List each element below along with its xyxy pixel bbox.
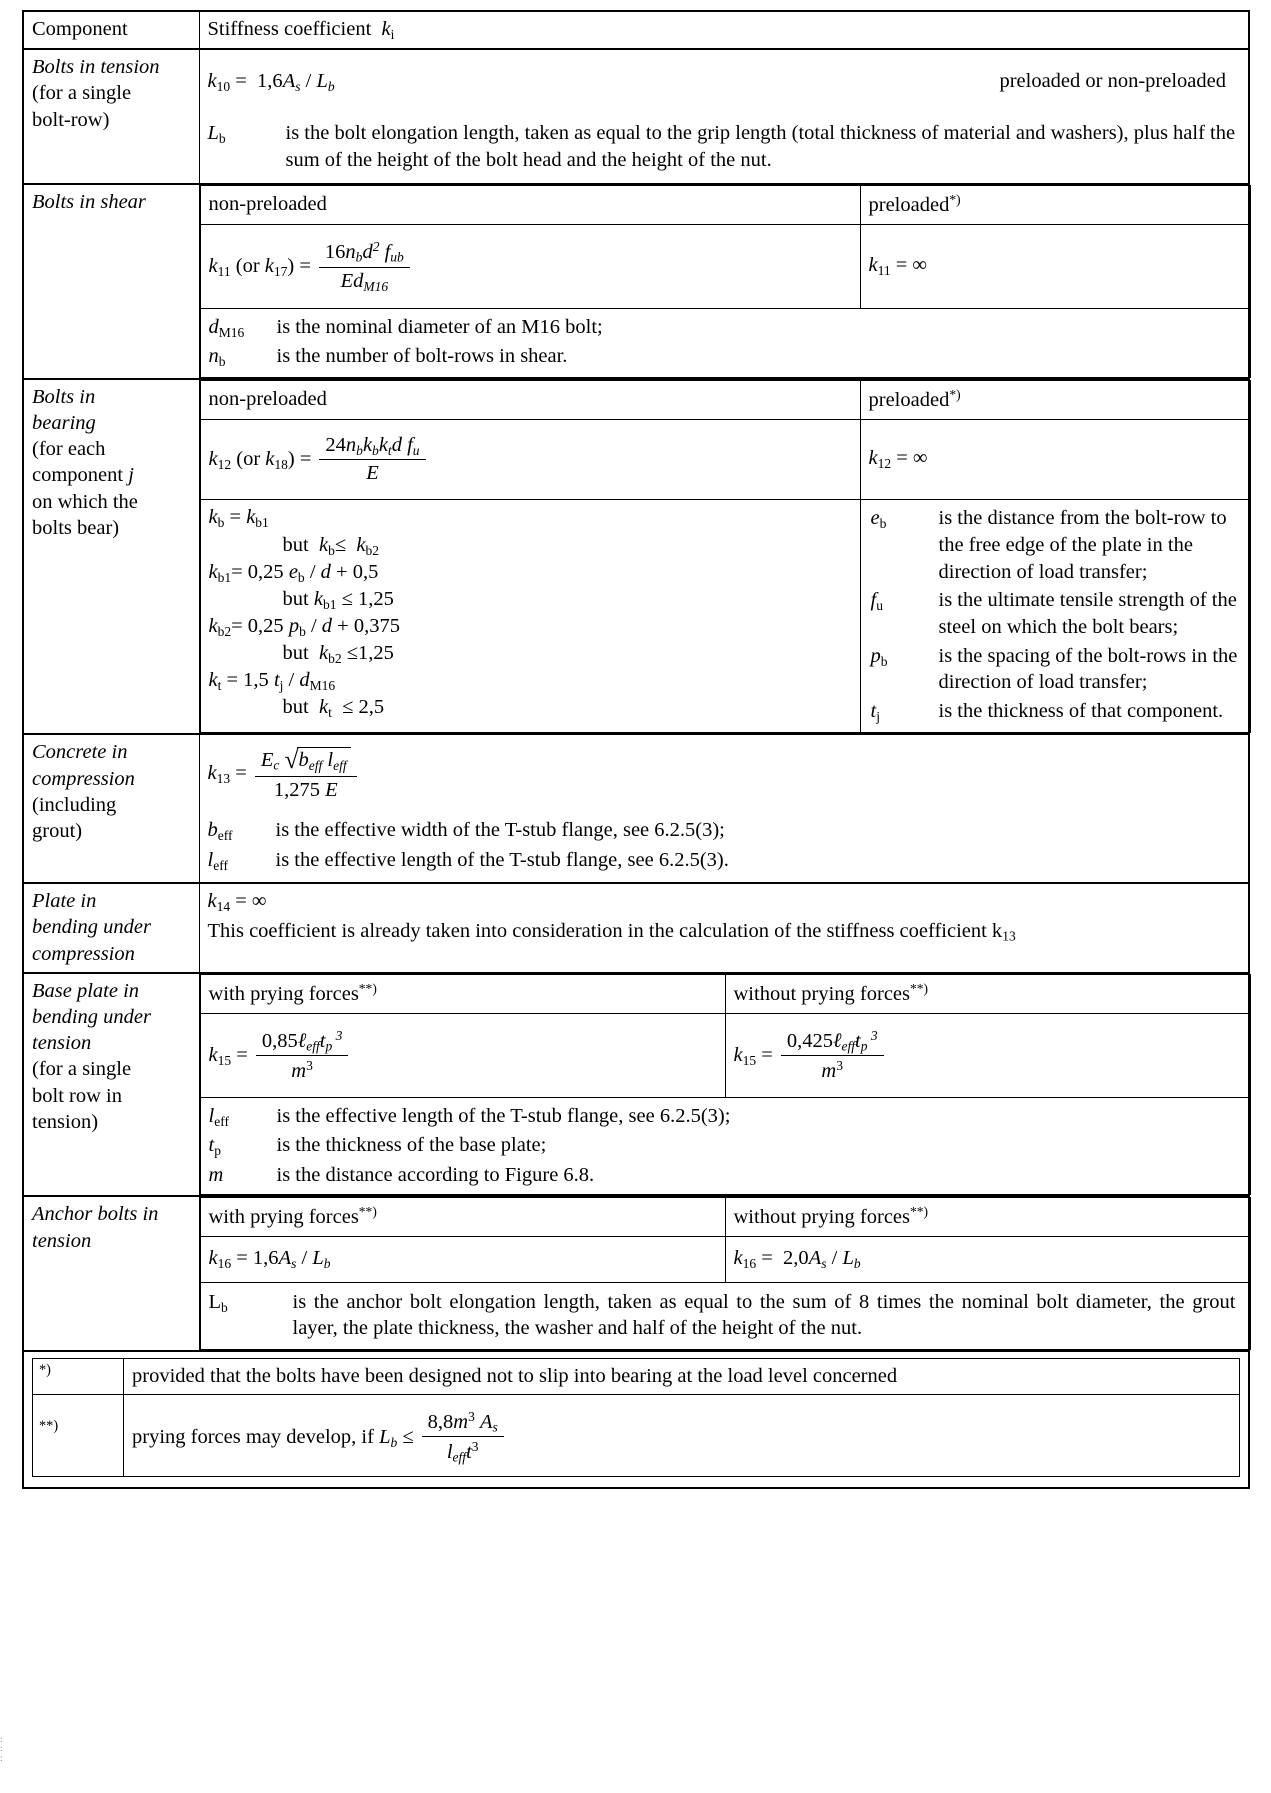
component-line: Base plate in <box>32 979 140 1002</box>
component-line: Concrete in <box>32 741 128 764</box>
fraction-prying-condition: $\frac{8,8m^3 A_s}{l_{eff}t^3}$ <box>422 1409 504 1465</box>
footnote-mark: **) <box>910 980 929 996</box>
row-footnotes <box>23 1351 1249 1488</box>
definition-text: is the distance from the bolt-row to the free edge of the plate in the direction of load transfer; <box>938 507 1227 583</box>
row-bolts-in-bearing <box>23 379 1249 735</box>
bearing-header-row <box>200 380 1250 419</box>
anchor-definitions-row <box>200 1282 1250 1349</box>
header-component-cell <box>23 11 199 49</box>
definition-text: is the number of bolt-rows in shear. <box>276 345 568 368</box>
base-plate-subtable <box>200 974 1251 1196</box>
definition-item <box>871 586 1242 641</box>
fraction-k15-without-prying: $\frac{0,425\ell_{eff}t_p ^3}{m^3}$ <box>781 1028 884 1083</box>
component-label-bolts-in-shear <box>23 184 199 378</box>
shear-right-formula: $k_{11}$ = ∞ <box>860 225 1250 308</box>
component-line: grout) <box>32 820 83 842</box>
component-line: bending under <box>32 916 151 939</box>
content-plate-in-bending <box>199 883 1249 973</box>
component-line: bolt-row) <box>32 108 110 131</box>
shear-subtable <box>200 185 1251 377</box>
footnote-mark: **) <box>358 1204 377 1220</box>
base-plate-definitions-cell <box>200 1098 1250 1195</box>
shear-definitions-row <box>200 308 1250 377</box>
definition-item <box>209 313 1242 342</box>
base-plate-left-formula: $k_{15}$ = $\frac{0,85\ell_{eff}t_p ^3}{m^3}$ <box>200 1013 725 1097</box>
definition-text: is the thickness of the base plate; <box>276 1134 547 1157</box>
page-edge-artifact: : : : <box>0 1734 2 1763</box>
definition-symbol: $t_p$ <box>208 1134 221 1159</box>
component-line: tension) <box>32 1110 99 1133</box>
formula-k13: $k_{13}$ = $\frac{E_c √b_{eff} l_{eff}}{1,275 E}$ <box>208 745 1241 802</box>
row-bolts-in-shear <box>23 184 1249 378</box>
stiffness-coefficient-table-page <box>22 10 1250 1489</box>
base-plate-left-header: with prying forces**) <box>200 974 725 1013</box>
definition-text: is the nominal diameter of an M16 bolt; <box>276 315 603 338</box>
definitions-bolts-in-tension <box>208 119 1241 174</box>
kb-line: $k_t = 1,5$ $t_j / d_{M16}$ <box>208 669 336 693</box>
component-line: Bolts in shear <box>32 191 146 214</box>
definition-item <box>871 642 1242 697</box>
kb-line: $k_{b1}= 0,25$ $e_b / d + 0,5$ <box>208 560 379 585</box>
component-label-bolts-in-bearing <box>23 379 199 735</box>
component-line: bolts bear) <box>32 516 120 539</box>
base-plate-right-formula: $k_{15}$ = $\frac{0,425\ell_{eff}t_p ^3}{m^3}$ <box>725 1013 1250 1097</box>
anchor-definitions-cell <box>200 1282 1250 1349</box>
definition-text: is the anchor bolt elongation length, taken as equal to the sum of 8 times the nominal bolt diameter, the grout layer, the plate thickness, the washer and half of the height of the nut. <box>292 1290 1236 1340</box>
component-label-bolts-in-tension <box>23 49 199 184</box>
footnote-item <box>33 1395 1240 1477</box>
kb-line: but $k_{b2} \le 1,25$ <box>282 641 394 666</box>
definition-symbol: $n_b$ <box>208 345 226 369</box>
component-line: tension <box>32 1229 92 1252</box>
footnote-item <box>33 1358 1240 1394</box>
component-label-concrete-in-compression <box>23 734 199 883</box>
stiffness-coefficient-table <box>22 10 1250 1489</box>
definition-symbol: $l_{eff}$ <box>208 1105 229 1129</box>
definition-text: is the bolt elongation length, taken as equal to the grip length (total thickness of material and washers), plus half the sum of the height of the bolt head and the height of the nut. <box>285 122 1236 171</box>
definition-item <box>209 1288 1236 1343</box>
component-line: Anchor bolts in <box>32 1203 159 1226</box>
bearing-subtable <box>200 380 1251 734</box>
definition-item <box>209 1131 1242 1160</box>
definitions-concrete-in-compression <box>208 816 1241 875</box>
kb-line: but $k_t \le 2,5$ <box>282 696 385 720</box>
component-line: Bolts in tension <box>32 56 160 79</box>
row-base-plate-in-bending-under-tension <box>23 973 1249 1197</box>
base-plate-formula-row <box>200 1013 1250 1097</box>
footnote-mark: *) <box>949 386 961 402</box>
bearing-right-formula: $k_{12}$ = ∞ <box>860 419 1250 500</box>
definition-item <box>209 342 1242 371</box>
definition-symbol: $p_b$ <box>870 644 888 669</box>
bearing-left-header: non-preloaded <box>200 380 860 419</box>
definition-text: is the thickness of that component. <box>938 699 1224 722</box>
definition-text: is the spacing of the bolt-rows in the direction of load transfer; <box>938 644 1238 694</box>
definition-symbol: $l_{eff}$ <box>207 848 228 873</box>
footnote-text-1: provided that the bolts have been designed not to slip into bearing at the load level concerned <box>124 1358 1240 1394</box>
component-line: bearing <box>32 411 96 434</box>
definition-symbol: $d_{M16}$ <box>208 315 245 340</box>
definition-item <box>209 1102 1242 1131</box>
formula-k14: $k_{14}$ = ∞ <box>207 890 267 914</box>
definition-item <box>871 697 1242 726</box>
definition-symbol: $b_{eff}$ <box>207 819 233 844</box>
kb-line: but $k_b\le k_{b2}$ <box>282 533 379 558</box>
definition-symbol: $f_u$ <box>870 589 883 614</box>
formula-k10: preloaded or non-preloaded $k_{10} = 1,6A_s / L_b$ <box>207 70 1226 94</box>
footnotes-table <box>32 1358 1240 1477</box>
fraction-k15-with-prying: $\frac{0,85\ell_{eff}t_p ^3}{m^3}$ <box>256 1028 349 1083</box>
table-header-row <box>23 11 1249 49</box>
definitions-base-plate <box>209 1102 1242 1189</box>
definition-symbol: $L_b$ <box>207 122 226 146</box>
content-concrete-in-compression <box>199 734 1249 883</box>
anchor-right-header: without prying forces**) <box>725 1198 1250 1237</box>
component-line: on which the <box>32 490 138 513</box>
anchor-right-formula: $k_{16} = 2,0A_s / L_b$ <box>725 1237 1250 1282</box>
footnote-mark: **) <box>910 1204 929 1220</box>
shear-formula-row <box>200 225 1250 308</box>
component-line: (including <box>32 793 117 816</box>
component-line: compression <box>32 942 135 965</box>
base-plate-definitions-row <box>200 1098 1250 1195</box>
base-plate-right-header: without prying forces**) <box>725 974 1250 1013</box>
component-label-anchor-bolts <box>23 1196 199 1350</box>
definition-item <box>208 816 1241 845</box>
definition-text: is the effective length of the T-stub flange, see 6.2.5(3); <box>276 1105 731 1128</box>
row-bolts-in-tension <box>23 49 1249 184</box>
definition-text: is the ultimate tensile strength of the steel on which the bolt bears; <box>938 589 1237 639</box>
component-line: component j <box>32 464 134 487</box>
footnote-text-2: prying forces may develop, if $L_b$ ≤ $\frac{8,8m^3 A_s}{l_{eff}t^3}$ <box>124 1395 1240 1477</box>
kb-line: $k_b = k_{b1}$ <box>208 506 269 531</box>
content-bolts-in-shear <box>199 184 1249 378</box>
definition-item <box>871 504 1242 586</box>
header-stiffness-label: Stiffness coefficient <box>207 18 372 40</box>
footnotes-cell <box>23 1351 1249 1488</box>
anchor-bolts-subtable <box>200 1197 1251 1349</box>
anchor-formula-row <box>200 1237 1250 1282</box>
content-base-plate <box>199 973 1249 1197</box>
definition-item <box>209 1161 1242 1190</box>
base-plate-header-row <box>200 974 1250 1013</box>
definition-item <box>208 119 1241 174</box>
definitions-anchor-bolts <box>209 1288 1236 1343</box>
bearing-formula-row <box>200 419 1250 500</box>
bearing-left-formula: $k_{12}$ (or $k_{18}$) = $\frac{24n_bk_bk_td f_u}{E}$ <box>200 419 860 500</box>
footnote-mark: **) <box>358 980 377 996</box>
component-line: bolt row in <box>32 1084 122 1107</box>
definition-symbol: $t_j$ <box>870 699 880 724</box>
kb-line: $k_{b2}= 0,25$ $p_b / d + 0,375$ <box>208 614 400 639</box>
content-bolts-in-tension <box>199 49 1249 184</box>
footnote-mark-2: **) <box>33 1395 124 1477</box>
header-stiffness-cell: Stiffness coefficient $k_i$ <box>199 11 1249 49</box>
component-line: bending under <box>32 1005 151 1028</box>
definition-text: is the effective length of the T-stub flange, see 6.2.5(3). <box>275 848 729 871</box>
component-label-base-plate <box>23 973 199 1197</box>
row-anchor-bolts-in-tension <box>23 1196 1249 1350</box>
row-concrete-in-compression <box>23 734 1249 883</box>
row-plate-in-bending-under-compression <box>23 883 1249 973</box>
shear-right-header: preloaded*) <box>860 186 1250 225</box>
shear-definitions-cell <box>200 308 1250 377</box>
component-line: (for a single <box>32 1058 132 1081</box>
definition-text: is the distance according to Figure 6.8. <box>276 1163 595 1186</box>
content-bolts-in-bearing <box>199 379 1249 735</box>
anchor-header-row <box>200 1198 1250 1237</box>
definition-symbol: $e_b$ <box>870 507 887 532</box>
shear-left-formula: $k_{11}$ (or $k_{17}$) = $\frac{16n_bd^2 f_{ub}}{Ed_{M16}}$ <box>200 225 860 308</box>
definitions-bolts-in-bearing <box>871 504 1242 726</box>
plate-note: This coefficient is already taken into consideration in the calculation of the stiffness coefficient $k_{13}$ <box>207 920 1016 944</box>
content-anchor-bolts <box>199 1196 1249 1350</box>
shear-header-row <box>200 186 1250 225</box>
component-line: Bolts in <box>32 385 96 408</box>
bearing-definitions-row <box>200 500 1250 733</box>
kb-line: but $k_{b1} \le 1,25$ <box>282 587 394 612</box>
component-line: compression <box>32 767 135 790</box>
definition-symbol: m <box>208 1163 224 1186</box>
footnote-mark: *) <box>949 192 961 208</box>
component-line: Plate in <box>32 890 97 913</box>
bearing-definitions-cell <box>860 500 1250 733</box>
component-line: (for each <box>32 438 106 461</box>
preload-note: preloaded or non-preloaded <box>999 70 1226 93</box>
header-stiffness-symbol: k <box>381 18 391 40</box>
bearing-kb-cell <box>200 500 860 733</box>
definition-item <box>208 846 1241 875</box>
definitions-bolts-in-shear <box>209 313 1242 372</box>
fraction-k11: $\frac{16n_bd^2 f_{ub}}{Ed_{M16}}$ <box>319 239 410 293</box>
footnote-mark-1: *) <box>33 1358 124 1394</box>
anchor-left-formula: $k_{16} = 1,6A_s / L_b$ <box>200 1237 725 1282</box>
header-component-label: Component <box>32 18 128 40</box>
definition-text: is the effective width of the T-stub flange, see 6.2.5(3); <box>275 819 725 842</box>
component-label-plate-in-bending <box>23 883 199 973</box>
bearing-right-header: preloaded*) <box>860 380 1250 419</box>
component-line: tension <box>32 1032 92 1055</box>
component-line: (for a single <box>32 82 132 105</box>
shear-left-header: non-preloaded <box>200 186 860 225</box>
definition-symbol: $L_b$ <box>208 1290 228 1315</box>
anchor-left-header: with prying forces**) <box>200 1198 725 1237</box>
fraction-k12: $\frac{24n_bk_bk_td f_u}{E}$ <box>319 434 425 486</box>
